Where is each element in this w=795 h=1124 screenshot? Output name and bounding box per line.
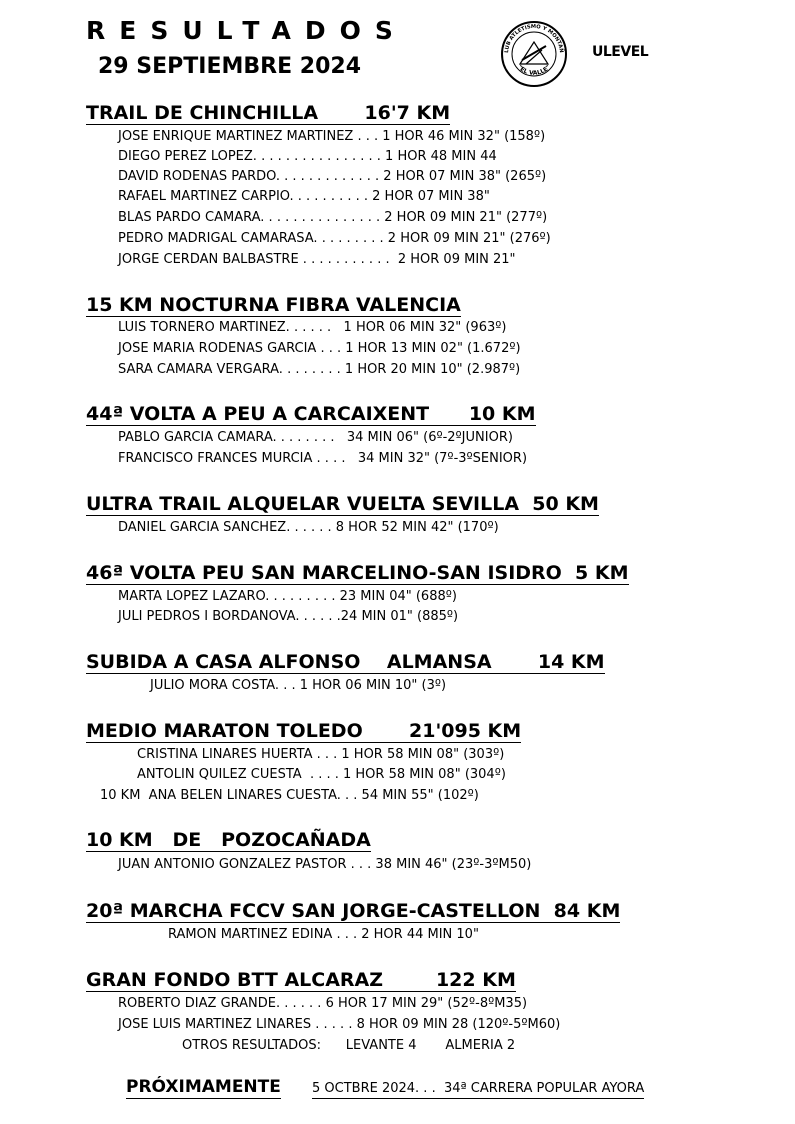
page-date: 29 SEPTIEMBRE 2024 (98, 54, 362, 79)
section-heading: TRAIL DE CHINCHILLA 16'7 KM (86, 102, 451, 124)
section-heading: MEDIO MARATON TOLEDO 21'095 KM (86, 720, 522, 742)
result-line: DAVID RODENAS PARDO. . . . . . . . . . . . . 2 HOR 07 MIN 38" (265º) (118, 169, 547, 184)
result-line: JULI PEDROS I BORDANOVA. . . . . .24 MIN 01" (885º) (118, 609, 459, 624)
club-logo (500, 20, 568, 88)
result-line: SARA CAMARA VERGARA. . . . . . . . 1 HOR 20 MIN 10" (2.987º) (118, 362, 521, 377)
section-heading: 44ª VOLTA A PEU A CARCAIXENT 10 KM (86, 403, 536, 425)
section-heading: 15 KM NOCTURNA FIBRA VALENCIA (86, 294, 461, 316)
upcoming-event: 5 OCTBRE 2024. . . 34ª CARRERA POPULAR AYORA (312, 1080, 644, 1099)
section-heading: 10 KM DE POZOCAÑADA (86, 829, 371, 851)
result-line: MARTA LOPEZ LAZARO. . . . . . . . . 23 MIN 04" (688º) (118, 589, 457, 604)
result-line: JULIO MORA COSTA. . . 1 HOR 06 MIN 10" (3º) (150, 678, 447, 693)
brand-logo: ULEVEL (592, 44, 649, 60)
section-heading: GRAN FONDO BTT ALCARAZ 122 KM (86, 969, 516, 991)
result-line: DANIEL GARCIA SANCHEZ. . . . . . 8 HOR 52 MIN 42" (170º) (118, 520, 499, 535)
result-line: PEDRO MADRIGAL CAMARASA. . . . . . . . . 2 HOR 09 MIN 21" (276º) (118, 231, 551, 246)
result-line: ANTOLIN QUILEZ CUESTA . . . . 1 HOR 58 MIN 08" (304º) (137, 767, 506, 782)
result-line: RAFAEL MARTINEZ CARPIO. . . . . . . . . . 2 HOR 07 MIN 38" (118, 189, 490, 204)
result-line: ROBERTO DIAZ GRANDE. . . . . . 6 HOR 17 MIN 29" (52º-8ºM35) (118, 996, 528, 1011)
logo-text-top: LUB ATLETISMO Y MONTAÑ (503, 23, 565, 54)
page-title: RESULTADOS (86, 16, 407, 45)
result-line: JUAN ANTONIO GONZALEZ PASTOR . . . 38 MIN 46" (23º-3ºM50) (118, 857, 532, 872)
result-line: PABLO GARCIA CAMARA. . . . . . . . 34 MIN 06" (6º-2ºJUNIOR) (118, 430, 513, 445)
upcoming-label: PRÓXIMAMENTE (126, 1077, 281, 1097)
result-line: 10 KM ANA BELEN LINARES CUESTA. . . 54 MIN 55" (102º) (100, 788, 479, 803)
result-line: CRISTINA LINARES HUERTA . . . 1 HOR 58 MIN 08" (303º) (137, 747, 505, 762)
result-line: RAMON MARTINEZ EDINA . . . 2 HOR 44 MIN 10" (168, 927, 479, 942)
section-heading: 20ª MARCHA FCCV SAN JORGE-CASTELLON 84 KM (86, 900, 621, 922)
result-line: DIEGO PEREZ LOPEZ. . . . . . . . . . . . . . . . 1 HOR 48 MIN 44 (118, 149, 497, 164)
section-heading: ULTRA TRAIL ALQUELAR VUELTA SEVILLA 50 KM (86, 493, 599, 515)
result-line: JOSE ENRIQUE MARTINEZ MARTINEZ . . . 1 HOR 46 MIN 32" (158º) (118, 129, 546, 144)
result-line: LUIS TORNERO MARTINEZ. . . . . . 1 HOR 06 MIN 32" (963º) (118, 320, 507, 335)
result-line: JORGE CERDAN BALBASTRE . . . . . . . . . . . 2 HOR 09 MIN 21" (118, 252, 516, 267)
section-heading: SUBIDA A CASA ALFONSO ALMANSA 14 KM (86, 651, 605, 673)
result-line: JOSE LUIS MARTINEZ LINARES . . . . . 8 HOR 09 MIN 28 (120º-5ºM60) (118, 1017, 561, 1032)
result-line: FRANCISCO FRANCES MURCIA . . . . 34 MIN 32" (7º-3ºSENIOR) (118, 451, 528, 466)
result-line: OTROS RESULTADOS: LEVANTE 4 ALMERIA 2 (182, 1038, 516, 1053)
logo-text-bottom: "EL VALLE" (516, 63, 552, 77)
result-line: BLAS PARDO CAMARA. . . . . . . . . . . . . . . 2 HOR 09 MIN 21" (277º) (118, 210, 548, 225)
section-heading: 46ª VOLTA PEU SAN MARCELINO-SAN ISIDRO 5 KM (86, 562, 629, 584)
result-line: JOSE MARIA RODENAS GARCIA . . . 1 HOR 13 MIN 02" (1.672º) (118, 341, 521, 356)
svg-text:"EL VALLE" (516, 64, 552, 77)
